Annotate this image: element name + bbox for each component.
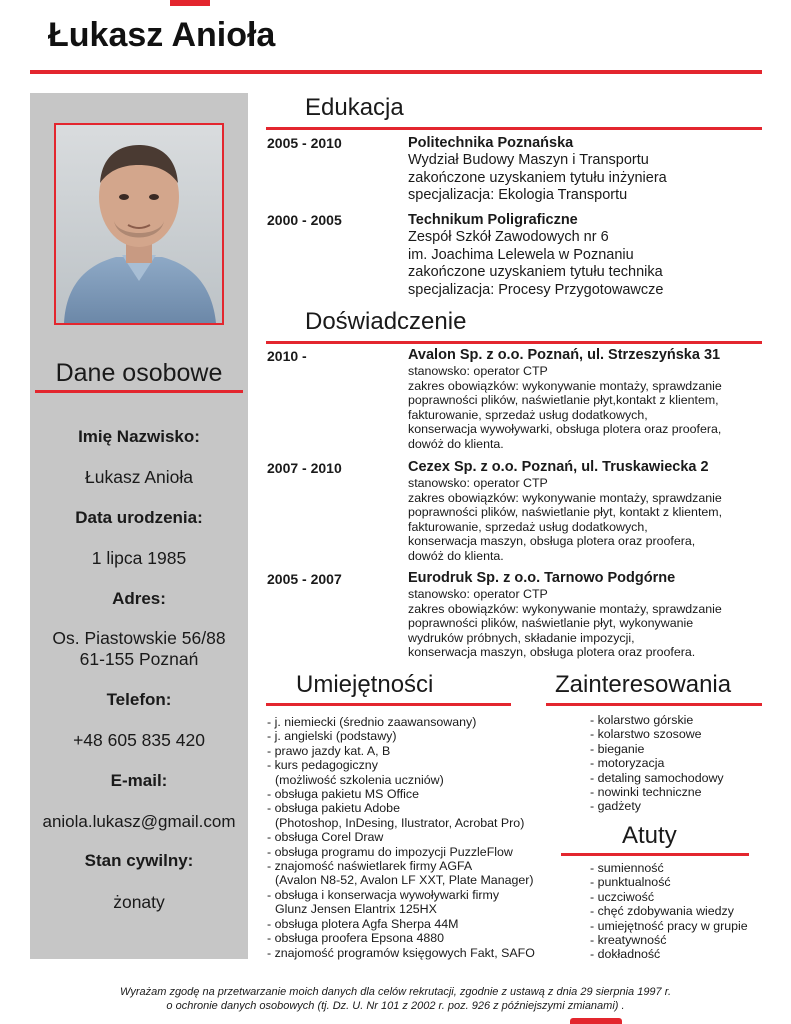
personal-data-heading: Dane osobowe (55, 359, 223, 387)
skills-divider (266, 703, 511, 706)
assets-list (590, 861, 760, 962)
footer-accent-mark (570, 1018, 622, 1024)
list-item: (Avalon N8-52, Avalon LF XXT, Plate Manager) (275, 873, 534, 888)
experience-divider (266, 341, 762, 344)
header-divider (30, 70, 762, 74)
job-detail: stanowsko: operator CTP (408, 476, 548, 490)
phone-value[interactable]: +48 605 835 420 (73, 730, 205, 750)
profile-photo (54, 123, 224, 325)
job-detail: konserwacja maszyn, obsługa plotera oraz proofera, (408, 534, 696, 549)
list-item: - detaling samochodowy (590, 770, 724, 785)
company-name: Eurodruk Sp. z o.o. Tarnowo Podgórne (408, 570, 676, 586)
job-detail: fakturowanie, sprzedaż usług dodatkowych, (408, 519, 648, 534)
list-item: - umiejętność pracy w grupie (590, 918, 748, 933)
education-heading: Edukacja (305, 94, 404, 121)
job-date: 2005 - 2007 (267, 571, 342, 587)
education-entry (408, 211, 758, 299)
header-accent-bar (170, 0, 210, 6)
address-line: Os. Piastowskie 56/88 (52, 628, 226, 648)
list-item: - obsługa pakietu MS Office (267, 787, 419, 802)
job-detail: wydruków próbnych, składanie impozycji, (408, 630, 635, 645)
list-item: - chęć zdobywania wiedzy (590, 904, 734, 919)
list-item: - obsługa proofera Epsona 4880 (267, 931, 445, 946)
experience-heading: Doświadczenie (305, 308, 467, 335)
list-item: - kreatywność (590, 933, 667, 948)
list-item: - kolarstwo górskie (590, 713, 694, 727)
company-name: Cezex Sp. z o.o. Poznań, ul. Truskawiecka 2 (408, 459, 709, 475)
job-date: 2010 - (267, 348, 307, 364)
job-detail: stanowsko: operator CTP (408, 364, 548, 378)
education-detail: Wydział Budowy Maszyn i Transportu (408, 152, 649, 168)
job-detail: zakres obowiązków: wykonywanie montaży, sprawdzanie (408, 378, 722, 393)
email-value[interactable]: aniola.lukasz@gmail.com (42, 812, 236, 831)
list-item: - znajomość naświetlarek firmy AGFA (267, 859, 473, 874)
list-item: - obsługa programu do impozycji PuzzleFlow (267, 844, 513, 859)
list-item: - bieganie (590, 741, 645, 756)
list-item: - prawo jazdy kat. A, B (267, 743, 391, 758)
school-name: Politechnika Poznańska (408, 135, 574, 151)
job-detail: poprawności plików, naświetlanie płyt,kontakt z klientem, (408, 393, 719, 408)
name-label: Imię Nazwisko: (78, 427, 200, 446)
list-item: - kurs pedagogiczny (267, 758, 378, 773)
list-item: - j. niemiecki (średnio zaawansowany) (267, 715, 477, 729)
education-detail: specjalizacja: Ekologia Transportu (408, 187, 628, 203)
address-line: 61-155 Poznań (79, 649, 199, 669)
birthdate-value: 1 lipca 1985 (91, 548, 187, 568)
education-date: 2000 - 2005 (267, 212, 342, 228)
education-detail: im. Joachima Lelewela w Poznaniu (408, 246, 634, 263)
list-item: - nowinki techniczne (590, 785, 702, 800)
list-item: - punktualność (590, 875, 671, 890)
list-item: - znajomość programów księgowych Fakt, SAFO (267, 945, 535, 960)
consent-line: Wyrażam zgodę na przetwarzanie moich danych dla celów rekrutacji, zgodnie z ustawą z dnia 29 sierpnia 1997 r. (119, 986, 672, 998)
skills-list (267, 715, 557, 960)
consent-line: o ochronie danych osobowych (tj. Dz. U. Nr 101 z 2002 r. poz. 926 z późniejszymi zmianami) . (166, 1000, 625, 1012)
job-detail: poprawności plików, naświetlanie płyt, kontakt z klientem, (408, 505, 723, 520)
job-detail: stanowsko: operator CTP (408, 587, 548, 601)
job-entry (408, 459, 758, 564)
interests-heading: Zainteresowania (555, 671, 732, 698)
education-divider (266, 127, 762, 130)
job-entry (408, 347, 758, 452)
education-date: 2005 - 2010 (267, 135, 342, 151)
company-name: Avalon Sp. z o.o. Poznań, ul. Strzeszyńska 31 (408, 347, 721, 363)
list-item: - obsługa Corel Draw (267, 830, 384, 845)
email-label: E-mail: (110, 771, 168, 790)
education-detail: Zespół Szkół Zawodowych nr 6 (408, 229, 609, 245)
birthdate-label: Data urodzenia: (75, 508, 203, 527)
school-name: Technikum Poligraficzne (408, 212, 578, 228)
job-entry (408, 570, 758, 660)
job-detail: dowóż do klienta. (408, 548, 504, 563)
list-item: - obsługa plotera Agfa Sherpa 44M (267, 916, 459, 931)
list-item: - sumienność (590, 861, 664, 875)
job-detail: poprawności plików, naświetlanie płyt, wykonywanie (408, 616, 694, 631)
job-detail: konserwacja maszyn, obsługa plotera oraz proofera. (408, 645, 696, 660)
job-date: 2007 - 2010 (267, 460, 342, 476)
list-item: - obsługa i konserwacja wywoływarki firmy (267, 887, 500, 902)
list-item: - motoryzacja (590, 756, 665, 771)
interests-divider (546, 703, 762, 706)
address-value (30, 628, 248, 670)
marital-status-value: żonaty (113, 892, 165, 912)
portrait-photo-icon (56, 125, 222, 323)
personal-data-divider (35, 390, 243, 393)
list-item: - obsługa pakietu Adobe (267, 801, 400, 816)
interests-list (590, 713, 760, 814)
page-title: Łukasz Anioła (48, 16, 276, 54)
phone-label: Telefon: (106, 690, 172, 709)
list-item: - gadżety (590, 799, 641, 814)
data-processing-consent (40, 985, 751, 1013)
list-item: Glunz Jensen Elantrix 125HX (275, 902, 437, 917)
job-detail: zakres obowiązków: wykonywanie montaży, sprawdzanie (408, 490, 722, 505)
name-value: Łukasz Anioła (85, 467, 193, 487)
education-detail: zakończone uzyskaniem tytułu technika (408, 264, 663, 280)
education-detail: specjalizacja: Procesy Przygotowawcze (408, 281, 664, 298)
address-label: Adres: (112, 589, 166, 608)
list-item: - dokładność (590, 947, 661, 962)
list-item: - uczciwość (590, 889, 655, 904)
job-detail: fakturowanie, sprzedaż usług dodatkowych, (408, 407, 648, 422)
list-item: (Photoshop, InDesing, Ilustrator, Acrobat Pro) (275, 815, 525, 830)
skills-heading: Umiejętności (296, 671, 434, 698)
job-detail: konserwacja wywoływarki, obsługa plotera oraz proofera, (408, 422, 722, 437)
assets-divider (561, 853, 749, 856)
education-entry (408, 134, 758, 205)
assets-heading: Atuty (622, 822, 677, 849)
list-item: - kolarstwo szosowe (590, 727, 702, 742)
job-detail: dowóż do klienta. (408, 436, 504, 451)
education-detail: zakończone uzyskaniem tytułu inżyniera (408, 169, 667, 186)
list-item: - j. angielski (podstawy) (267, 729, 397, 744)
list-item: (możliwość szkolenia uczniów) (275, 772, 444, 787)
marital-status-label: Stan cywilny: (84, 851, 194, 870)
job-detail: zakres obowiązków: wykonywanie montaży, sprawdzanie (408, 601, 722, 616)
